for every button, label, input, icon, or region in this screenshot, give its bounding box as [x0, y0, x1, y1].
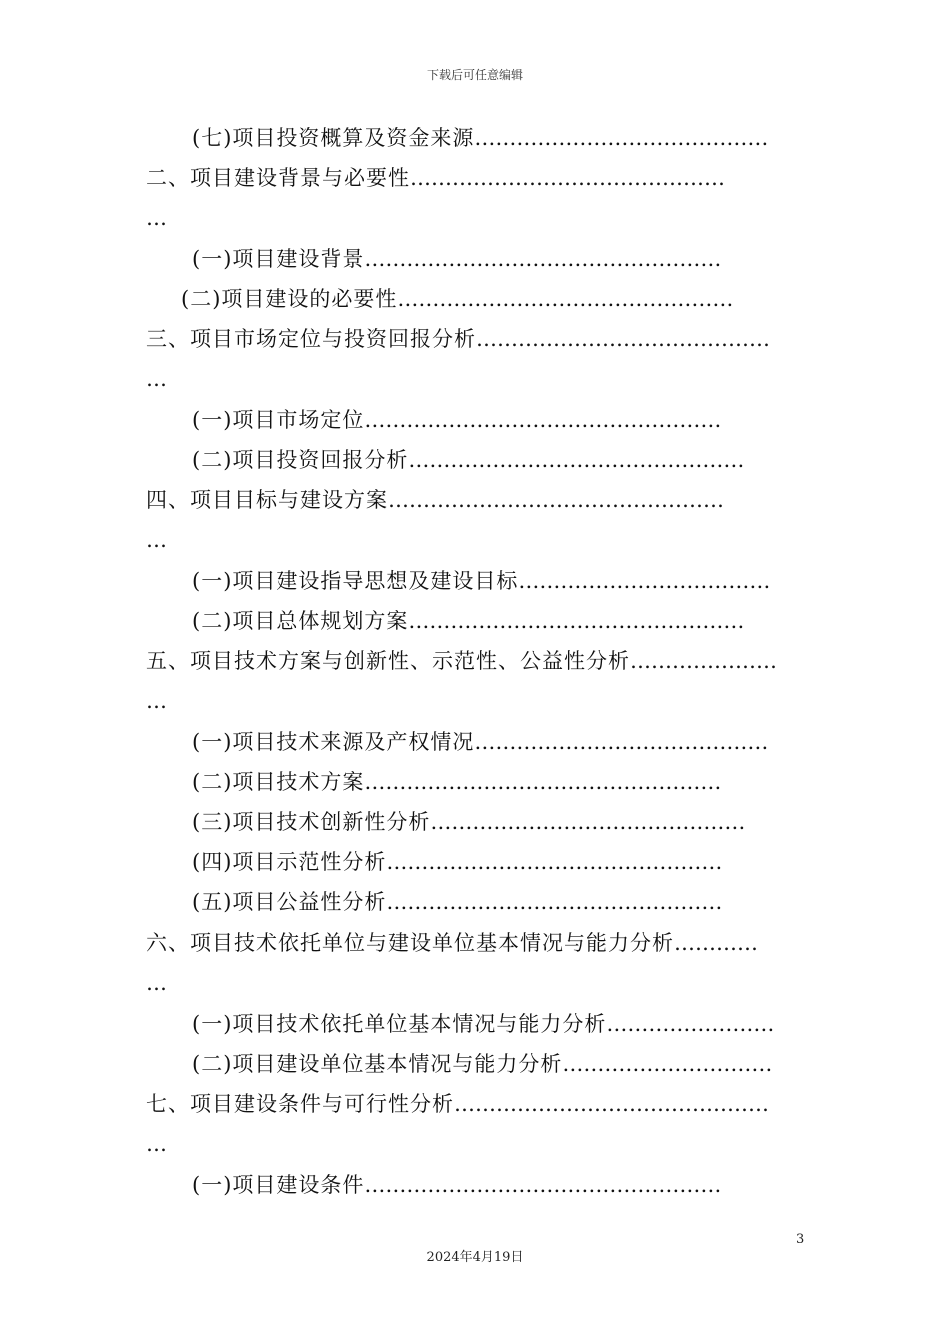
toc-leader-continuation: … [146, 971, 167, 995]
toc-leader-dots: ………………………………………… [386, 850, 723, 874]
toc-leader-dots: ……………………………………… [410, 166, 725, 190]
toc-leader-dots: …………………………………… [476, 327, 770, 351]
toc-leader-dots: …………………………………………… [364, 770, 722, 794]
toc-entry-title: (二)项目建设单位基本情况与能力分析 [192, 1052, 563, 1076]
footer-date: 2024年4月19日 [426, 1250, 524, 1265]
toc-leader-dots: ……………………………………… [430, 810, 746, 834]
toc-entry[interactable] [192, 400, 792, 440]
toc-entry-title: 二、项目建设背景与必要性 [146, 166, 410, 190]
toc-leader-dots: ………… [674, 931, 758, 955]
toc-entry[interactable] [192, 239, 792, 279]
toc-leader-dots: …………………… [606, 1012, 775, 1036]
toc-entry[interactable] [192, 802, 792, 842]
toc-entry-title: 五、项目技术方案与创新性、示范性、公益性分析 [146, 649, 630, 673]
toc-entry[interactable] [192, 762, 792, 802]
toc-entry[interactable] [192, 1165, 792, 1205]
toc-entry[interactable] [146, 1084, 806, 1124]
toc-entry-title: (一)项目技术来源及产权情况 [192, 730, 475, 754]
toc-entry[interactable] [146, 319, 806, 359]
toc-leader-dots: ………………………………………… [397, 287, 734, 311]
toc-entry-title: 四、项目目标与建设方案 [146, 488, 388, 512]
toc-entry-title: (一)项目市场定位 [192, 408, 365, 432]
toc-leader-dots: ………………………… [562, 1052, 773, 1076]
toc-leader-continuation: … [146, 206, 167, 230]
toc-leader-dots: …………………………………………… [364, 1173, 722, 1197]
toc-entry-title: 六、项目技术依托单位与建设单位基本情况与能力分析 [146, 931, 674, 955]
toc-entry-title: 七、项目建设条件与可行性分析 [146, 1092, 454, 1116]
toc-entry[interactable] [192, 601, 792, 641]
toc-entry-title: (二)项目建设的必要性 [181, 287, 398, 311]
toc-entry-title: (二)项目技术方案 [192, 770, 365, 794]
toc-entry[interactable] [192, 1004, 792, 1044]
toc-entry-title: (二)项目投资回报分析 [192, 448, 409, 472]
toc-entry-title: (一)项目建设指导思想及建设目标 [192, 569, 519, 593]
toc-leader-continuation: … [146, 367, 167, 391]
page-header-note: 下载后可任意编辑 [426, 68, 523, 82]
toc-leader-dots: ………………… [630, 649, 777, 673]
toc-entry[interactable] [192, 118, 792, 158]
toc-entry[interactable] [181, 279, 781, 319]
toc-leader-continuation: … [146, 689, 167, 713]
toc-entry[interactable] [146, 480, 806, 520]
toc-entry[interactable] [192, 842, 792, 882]
toc-entry[interactable] [192, 440, 792, 480]
toc-entry-title: (四)项目示范性分析 [192, 850, 387, 874]
toc-entry-title: (七)项目投资概算及资金来源 [192, 126, 475, 150]
toc-leader-continuation: … [146, 528, 167, 552]
toc-leader-dots: …………………………………………… [364, 247, 722, 271]
toc-leader-dots: …………………………………… [474, 730, 769, 754]
toc-entry-title: (一)项目技术依托单位基本情况与能力分析 [192, 1012, 607, 1036]
toc-entry[interactable] [192, 882, 792, 922]
toc-leader-dots: ………………………………………… [408, 609, 745, 633]
toc-leader-dots: …………………………………… [474, 126, 769, 150]
toc-entry[interactable] [146, 923, 806, 963]
toc-entry[interactable] [192, 1044, 792, 1084]
toc-leader-dots: ……………………………………… [454, 1092, 769, 1116]
toc-entry[interactable] [192, 561, 792, 601]
toc-entry-title: (一)项目建设背景 [192, 247, 365, 271]
toc-leader-dots: ……………………………… [518, 569, 771, 593]
toc-entry[interactable] [192, 722, 792, 762]
toc-entry[interactable] [146, 641, 806, 681]
toc-leader-dots: ………………………………………… [388, 488, 724, 512]
page-number: 3 [796, 1232, 805, 1247]
toc-leader-dots: ………………………………………… [386, 890, 723, 914]
toc-entry-title: (二)项目总体规划方案 [192, 609, 409, 633]
toc-leader-dots: ………………………………………… [408, 448, 745, 472]
toc-leader-dots: …………………………………………… [364, 408, 722, 432]
toc-entry-title: (五)项目公益性分析 [192, 890, 387, 914]
toc-leader-continuation: … [146, 1132, 167, 1156]
toc-entry[interactable] [146, 158, 806, 198]
toc-entry-title: 三、项目市场定位与投资回报分析 [146, 327, 476, 351]
toc-entry-title: (一)项目建设条件 [192, 1173, 365, 1197]
toc-entry-title: (三)项目技术创新性分析 [192, 810, 431, 834]
